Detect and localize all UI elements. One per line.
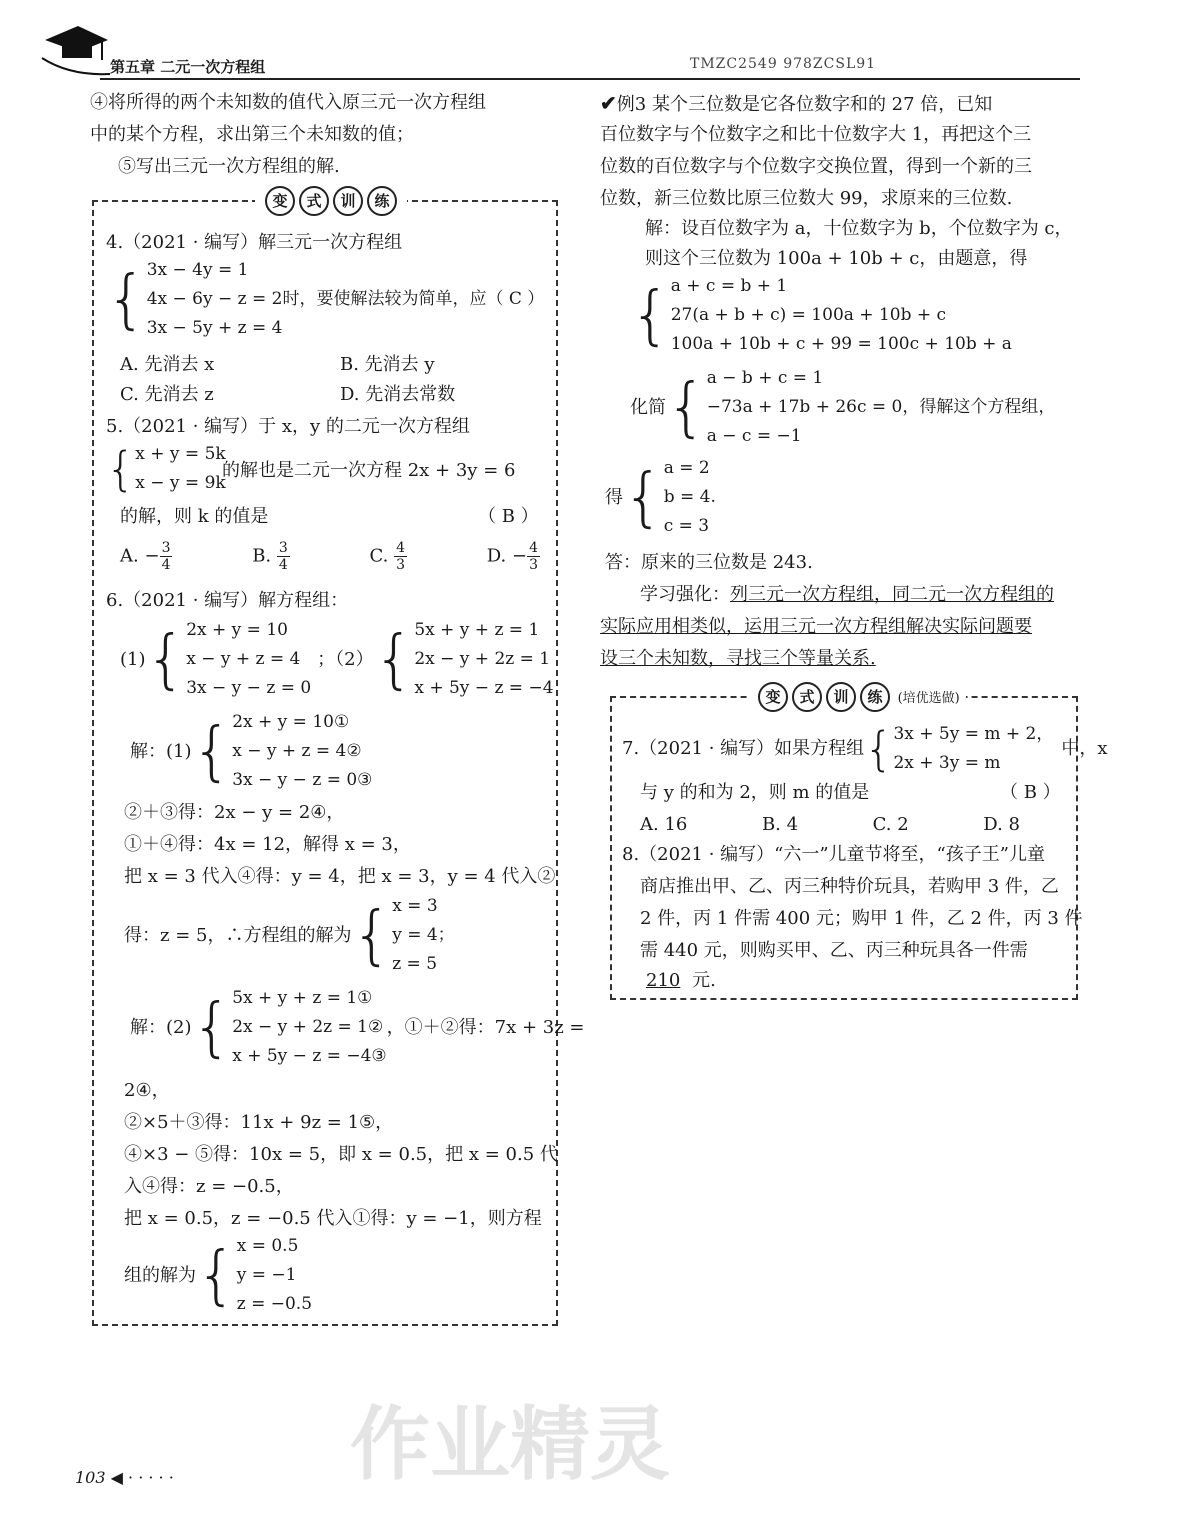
q8-line2: 商店推出甲、乙、丙三种特价玩具，若购甲 3 件，乙 xyxy=(640,876,1059,897)
q4-option-b: B. 先消去 y xyxy=(340,354,435,375)
header-divider xyxy=(100,78,1080,80)
q6-sol2-result: 组的解为 { x = 0.5 y = −1 z = −0.5 xyxy=(124,1236,313,1314)
practice-box-title-right: 变 式 训 练 (培优选做) xyxy=(750,682,966,712)
q6-sol2-line1: 2④， xyxy=(124,1080,170,1101)
example3-line1: ✔例3 某个三位数是它各位数字和的 27 倍，已知 xyxy=(600,91,993,115)
q7-line2: 与 y 的和为 2，则 m 的值是 xyxy=(640,782,870,803)
q8-answer: 210 xyxy=(646,970,681,991)
q4-option-a: A. 先消去 x xyxy=(120,354,215,375)
strengthen-line2: 实际应用相类似，运用三元一次方程组解决实际问题要 xyxy=(600,616,1032,637)
q5-system: { x + y = 5k x − y = 9k xyxy=(106,442,226,496)
q6-solution2-system: 解：(2) { 5x + y + z = 1① 2x − y + 2z = 1② x + 5y − z = −4③ ，①＋②得：7x + 3z = xyxy=(130,988,585,1066)
solution-intro-line1: 解：设百位数字为 a，十位数字为 b，个位数字为 c， xyxy=(645,218,1073,239)
graduation-cap-icon xyxy=(40,18,110,78)
q7-option-b: B. 4 xyxy=(761,814,799,835)
q6-sol1-line1: ②＋③得：2x − y = 2④， xyxy=(124,802,345,823)
q5-tail2: 的解，则 k 的值是 xyxy=(120,506,269,527)
example3-line2: 百位数字与个位数字之和比十位数字大 1，再把这个三 xyxy=(600,124,1032,145)
q8-answer-line: 210 元. xyxy=(640,966,716,996)
q7-option-d: D. 8 xyxy=(983,814,1020,835)
page-number: 103 ◀ · · · · · xyxy=(75,1468,174,1487)
checkmark-icon: ✔ xyxy=(600,91,617,115)
q6-sol2-line4: 入④得：z = −0.5， xyxy=(124,1176,294,1197)
example3-line3: 位数的百位数字与个位数字交换位置，得到一个新的三 xyxy=(600,156,1032,177)
example3-answer: 答：原来的三位数是 243. xyxy=(605,552,813,573)
q5-option-d: D. − $\frac{4}{3}$ xyxy=(486,540,538,573)
q6-systems: (1) { 2x + y = 10 x − y + z = 4 3x − y − z = 0 ；（2） { 5x + y + z = 1 2x − y + 2z = 1 x + 5y − z = −4 xyxy=(120,620,554,698)
q7-answer: （ B ） xyxy=(1000,782,1061,803)
q7-option-c: C. 2 xyxy=(872,814,909,835)
q8-line4: 需 440 元，则购买甲、乙、丙三种玩具各一件需 xyxy=(640,940,1028,961)
q5-options xyxy=(120,540,540,573)
practice-box-title-left: 变 式 训 练 xyxy=(255,186,407,216)
step5-line: ⑤写出三元一次方程组的解. xyxy=(118,156,340,177)
chapter-title: 第五章 二元一次方程组 xyxy=(110,58,266,76)
watermark-text: 作业精灵 xyxy=(350,1397,670,1491)
q6-sol2-line2: ②×5＋③得：11x + 9z = 1⑤， xyxy=(124,1112,394,1133)
q6-sol2-line3: ④×3 − ⑤得：10x = 5，即 x = 0.5，把 x = 0.5 代 xyxy=(124,1144,558,1165)
q4-system: { 3x − 4y = 1 4x − 6y − z = 2时，要使解法较为简单，应（ C ） 3x − 5y + z = 4 xyxy=(106,260,545,338)
q5-stem: 5.（2021 · 编写）于 x，y 的二元一次方程组 xyxy=(106,416,470,437)
q5-option-a: A. − $\frac{3}{4}$ xyxy=(120,540,171,573)
q6-sol1-line3: 把 x = 3 代入④得：y = 4，把 x = 3，y = 4 代入② xyxy=(124,866,556,887)
q7-option-a: A. 16 xyxy=(640,814,688,835)
q5-tail: 的解也是二元一次方程 2x + 3y = 6 xyxy=(222,460,516,481)
solution-intro-line2: 则这个三位数为 100a + 10b + c，由题意，得 xyxy=(645,248,1028,269)
q6-solution1-system: 解：(1) { 2x + y = 10① x − y + z = 4② 3x − y − z = 0③ xyxy=(130,712,373,790)
q5-answer: （ B ） xyxy=(478,506,539,527)
q7-options xyxy=(640,810,1020,840)
q6-sol1-line2: ①＋④得：4x = 12，解得 x = 3， xyxy=(124,834,411,855)
example3-system1: { a + c = b + 1 27(a + b + c) = 100a + 10b + c 100a + 10b + c + 99 = 100c + 10b + a xyxy=(630,276,1012,354)
q8-line3: 2 件，丙 1 件需 400 元；购甲 1 件，乙 2 件，丙 3 件 xyxy=(640,908,1083,929)
q4-option-d: D. 先消去常数 xyxy=(340,384,456,405)
strengthen-line3: 设三个未知数，寻找三个等量关系. xyxy=(600,648,876,669)
example3-system2: 化简 { a − b + c = 1 −73a + 17b + 26c = 0，得解这个方程组， a − c = −1 xyxy=(630,368,1056,446)
q5-option-b: B. $\frac{3}{4}$ xyxy=(252,540,288,573)
q5-option-c: C. $\frac{4}{3}$ xyxy=(369,540,406,573)
step4-line2: 中的某个方程，求出第三个未知数的值； xyxy=(90,124,414,145)
q4-option-c: C. 先消去 z xyxy=(120,384,214,405)
q4-stem: 4.（2021 · 编写）解三元一次方程组 xyxy=(106,232,403,253)
example3-result: 得 { a = 2 b = 4. c = 3 xyxy=(605,458,716,536)
step4-line1: ④将所得的两个未知数的值代入原三元一次方程组 xyxy=(90,92,486,113)
book-code: TMZC2549 978ZCSL91 xyxy=(690,56,877,72)
q6-sol2-line5: 把 x = 0.5，z = −0.5 代入①得：y = −1，则方程 xyxy=(124,1208,542,1229)
q6-sol1-result: 得：z = 5，∴方程组的解为 { x = 3 y = 4； z = 5 xyxy=(124,896,455,974)
example3-line4: 位数，新三位数比原三位数大 99，求原来的三位数. xyxy=(600,188,1013,209)
q7-stem: 7.（2021 · 编写）如果方程组 { 3x + 5y = m + 2， 2x + 3y = m 中，x xyxy=(622,722,1108,776)
q6-stem: 6.（2021 · 编写）解方程组： xyxy=(106,590,349,611)
strengthen-line1: 学习强化：列三元一次方程组，同二元一次方程组的 xyxy=(640,584,1054,605)
q8-line1: 8.（2021 · 编写）“六一”儿童节将至，“孩子王”儿童 xyxy=(622,844,1045,865)
